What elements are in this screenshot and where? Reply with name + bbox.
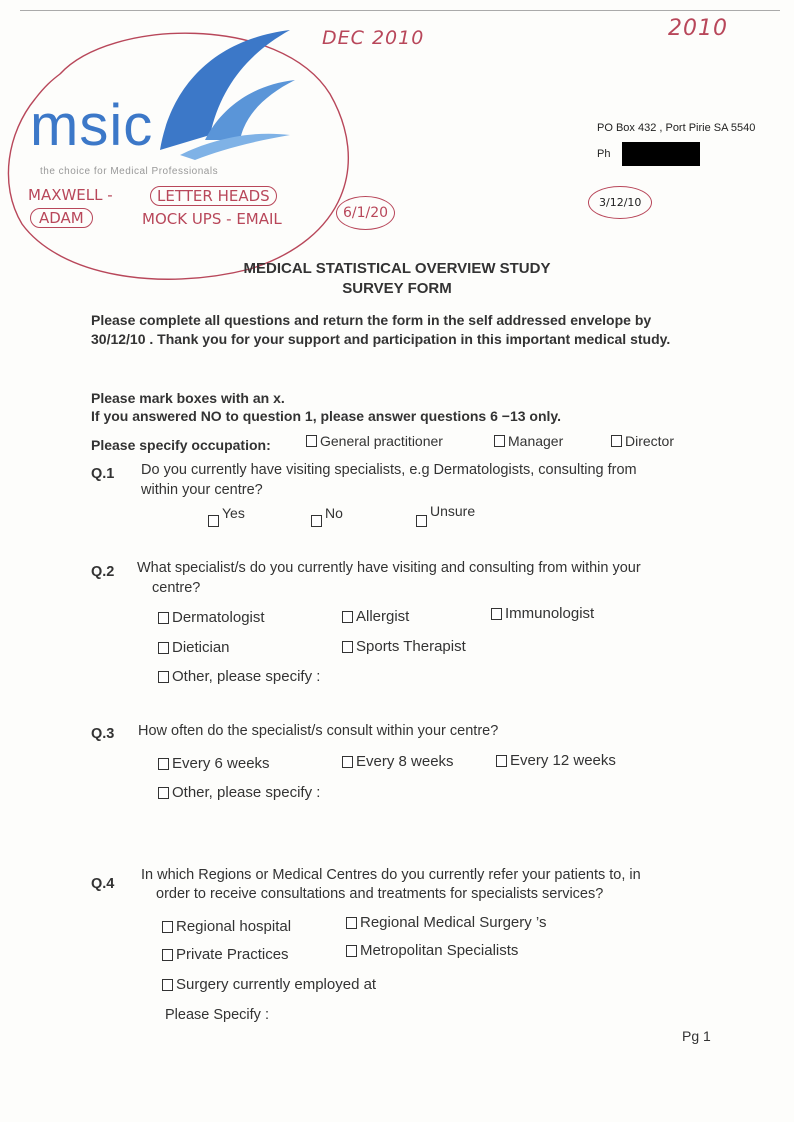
q2-option-dietician[interactable]: [158, 639, 230, 656]
option-label: Immunologist: [505, 605, 595, 622]
checkbox[interactable]: [496, 755, 507, 767]
option-label: Every 12 weeks: [510, 752, 616, 769]
q3-option-every-8-weeks[interactable]: [342, 753, 454, 770]
checkbox[interactable]: [416, 515, 427, 527]
handwritten-dec-date: DEC 2010: [322, 27, 425, 49]
checkbox[interactable]: [342, 641, 353, 653]
checkbox[interactable]: [491, 608, 502, 620]
circled-date: 3/12/10: [588, 186, 652, 219]
checkbox[interactable]: [162, 949, 173, 961]
option-label: Every 6 weeks: [172, 755, 270, 772]
option-label: Unsure: [430, 503, 476, 519]
option-label: Director: [625, 433, 675, 449]
address-po-box: PO Box 432 , Port Pirie SA 5540: [597, 122, 756, 134]
q1-number: Q.1: [91, 466, 115, 482]
q1-text-line-2: within your centre?: [141, 482, 263, 498]
q1-option-no[interactable]: [311, 505, 343, 527]
checkbox[interactable]: [311, 515, 322, 527]
q3-option-every-12-weeks[interactable]: [496, 752, 616, 769]
option-label: Surgery currently employed at: [176, 976, 377, 993]
option-label: Manager: [508, 433, 564, 449]
q4-option-surgery-employed[interactable]: [162, 976, 376, 993]
option-label: Metropolitan Specialists: [360, 942, 519, 959]
address-phone-label: Ph: [597, 148, 611, 160]
q4-option-regional-medical-surgery[interactable]: [346, 914, 546, 931]
q2-number: Q.2: [91, 564, 115, 580]
option-label: Dermatologist: [172, 609, 265, 626]
q3-number: Q.3: [91, 726, 115, 742]
q4-text-line-2: order to receive consultations and treatments for specialists services?: [156, 886, 604, 902]
handwritten-note-maxwell: MAXWELL -: [28, 186, 113, 204]
checkbox[interactable]: [342, 756, 353, 768]
occupation-director[interactable]: [611, 433, 674, 449]
q2-option-immunologist[interactable]: [491, 605, 594, 622]
handwritten-year: 2010: [668, 16, 728, 41]
q4-option-regional-hospital[interactable]: [162, 918, 291, 935]
form-subtitle: SURVEY FORM: [342, 280, 452, 297]
option-label: Allergist: [356, 608, 410, 625]
checkbox[interactable]: [162, 921, 173, 933]
q1-text-line-1: Do you currently have visiting specialists, e.g Dermatologists, consulting from: [141, 462, 637, 478]
q2-text-line-2: centre?: [152, 580, 201, 596]
q2-option-allergist[interactable]: [342, 608, 409, 625]
top-rule: [20, 10, 780, 11]
instruction-line-2: If you answered NO to question 1, please answer questions 6 −13 only.: [91, 408, 562, 424]
logo-tagline: the choice for Medical Professionals: [40, 166, 219, 177]
checkbox[interactable]: [346, 945, 357, 957]
checkbox[interactable]: [162, 979, 173, 991]
msic-leaf-logo-icon: [150, 30, 300, 160]
option-label: Regional hospital: [176, 918, 292, 935]
msic-logo-text: msic: [30, 93, 154, 158]
q3-option-every-6-weeks[interactable]: [158, 755, 270, 772]
checkbox[interactable]: [158, 787, 169, 799]
checkbox[interactable]: [342, 611, 353, 623]
option-label: Private Practices: [176, 946, 289, 963]
checkbox[interactable]: [158, 642, 169, 654]
q2-option-sports-therapist[interactable]: [342, 638, 466, 655]
option-label: Other, please specify :: [172, 784, 321, 801]
redacted-phone: [622, 142, 700, 166]
occupation-manager[interactable]: [494, 433, 563, 449]
q4-number: Q.4: [91, 876, 115, 892]
instruction-line-1: Please mark boxes with an x.: [91, 390, 285, 406]
form-title: MEDICAL STATISTICAL OVERVIEW STUDY: [243, 260, 551, 277]
occupation-label: Please specify occupation:: [91, 437, 271, 453]
q1-option-yes[interactable]: [208, 505, 245, 527]
handwritten-note-mockups: MOCK UPS - EMAIL: [142, 210, 282, 228]
checkbox[interactable]: [346, 917, 357, 929]
checkbox[interactable]: [494, 435, 505, 447]
q4-text-line-1: In which Regions or Medical Centres do you currently refer your patients to, in: [141, 867, 641, 883]
option-label: Every 8 weeks: [356, 753, 454, 770]
q3-option-other[interactable]: [158, 784, 320, 801]
intro-line-2: 30/12/10 . Thank you for your support and participation in this important medical study.: [91, 331, 671, 347]
checkbox[interactable]: [158, 758, 169, 770]
q4-option-metropolitan-specialists[interactable]: [346, 942, 518, 959]
q4-option-private-practices[interactable]: [162, 946, 289, 963]
checkbox[interactable]: [306, 435, 317, 447]
q2-text-line-1: What specialist/s do you currently have visiting and consulting from within your: [137, 560, 641, 576]
option-label: No: [325, 505, 343, 521]
checkbox[interactable]: [158, 671, 169, 683]
q2-option-other[interactable]: [158, 668, 320, 685]
checkbox[interactable]: [611, 435, 622, 447]
q4-specify-label: Please Specify :: [165, 1007, 269, 1023]
page-number: Pg 1: [682, 1028, 711, 1044]
q2-option-dermatologist[interactable]: [158, 609, 265, 626]
handwritten-note-date: 6/1/20: [336, 196, 395, 230]
intro-line-1: Please complete all questions and return the form in the self addressed envelope by: [91, 312, 652, 328]
option-label: Regional Medical Surgery ’s: [360, 914, 547, 931]
option-label: General practitioner: [320, 433, 443, 449]
q1-option-unsure[interactable]: [416, 503, 475, 527]
checkbox[interactable]: [158, 612, 169, 624]
checkbox[interactable]: [208, 515, 219, 527]
option-label: Other, please specify :: [172, 668, 321, 685]
handwritten-note-letterheads: LETTER HEADS: [150, 186, 277, 206]
option-label: Yes: [222, 505, 245, 521]
handwritten-note-adam: ADAM: [30, 208, 93, 228]
option-label: Dietician: [172, 639, 230, 656]
option-label: Sports Therapist: [356, 638, 466, 655]
occupation-general-practitioner[interactable]: [306, 433, 443, 449]
q3-text: How often do the specialist/s consult within your centre?: [138, 723, 499, 739]
